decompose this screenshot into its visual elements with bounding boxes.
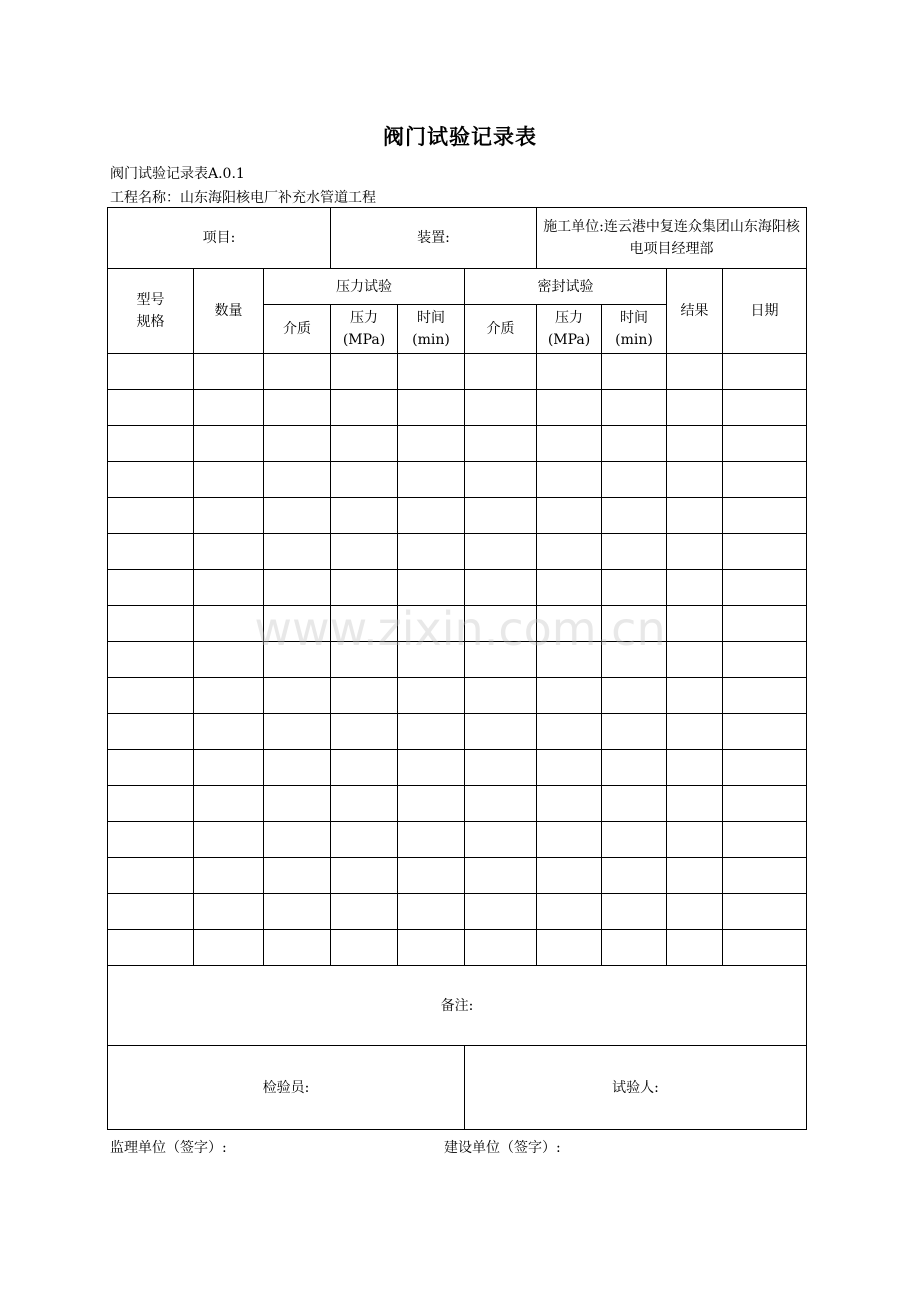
seal-medium-header: 介质 [465,305,537,354]
table-cell[interactable] [602,930,667,966]
table-cell[interactable] [264,354,331,390]
device-field[interactable]: 装置: [331,208,537,269]
remarks-field[interactable]: 备注: [108,966,807,1046]
table-cell[interactable] [537,822,602,858]
table-cell[interactable] [667,426,723,462]
table-row [108,750,807,786]
table-cell[interactable] [398,750,465,786]
table-cell[interactable] [723,678,807,714]
table-cell[interactable] [667,786,723,822]
table-cell[interactable] [331,426,398,462]
table-cell[interactable] [537,390,602,426]
form-number: 阀门试验记录表A.0.1 [110,166,245,182]
seal-test-header: 密封试验 [465,269,667,305]
table-cell[interactable] [465,462,537,498]
table-cell[interactable] [108,534,194,570]
table-cell[interactable] [667,678,723,714]
table-cell[interactable] [667,858,723,894]
table-cell[interactable] [108,354,194,390]
signature-row [108,1046,807,1130]
table-cell[interactable] [723,786,807,822]
table-cell[interactable] [264,678,331,714]
table-cell[interactable] [331,498,398,534]
table-cell[interactable] [537,930,602,966]
table-cell[interactable] [465,534,537,570]
table-cell[interactable] [465,930,537,966]
table-cell[interactable] [537,498,602,534]
table-cell[interactable] [602,858,667,894]
table-cell[interactable] [264,786,331,822]
table-cell[interactable] [194,678,264,714]
table-cell[interactable] [602,786,667,822]
table-cell[interactable] [667,498,723,534]
table-cell[interactable] [264,498,331,534]
table-cell[interactable] [264,822,331,858]
project-name: 工程名称：山东海阳核电厂补充水管道工程 [110,190,376,206]
table-cell[interactable] [331,390,398,426]
quantity-header: 数量 [194,269,264,354]
seal-pressure-header: 压力 (MPa) [537,305,602,354]
table-cell[interactable] [667,750,723,786]
remarks-row [108,966,807,1046]
table-cell[interactable] [331,462,398,498]
table-cell[interactable] [667,606,723,642]
table-cell[interactable] [537,606,602,642]
table-cell[interactable] [108,822,194,858]
pressure-time-header: 时间 (min) [398,305,465,354]
table-cell[interactable] [398,642,465,678]
date-header: 日期 [723,269,807,354]
table-cell[interactable] [465,714,537,750]
table-row [108,822,807,858]
header-row-1 [108,269,807,305]
valve-test-table [107,207,807,1130]
table-cell[interactable] [264,390,331,426]
table-cell[interactable] [108,714,194,750]
table-cell[interactable] [194,354,264,390]
pressure-value-header: 压力 (MPa) [331,305,398,354]
table-row [108,894,807,930]
table-cell[interactable] [723,858,807,894]
table-cell[interactable] [602,894,667,930]
table-cell[interactable] [723,750,807,786]
pressure-medium-header: 介质 [264,305,331,354]
table-cell[interactable] [108,498,194,534]
table-row [108,858,807,894]
table-cell[interactable] [465,858,537,894]
table-cell[interactable] [194,642,264,678]
table-cell[interactable] [331,534,398,570]
table-cell[interactable] [398,930,465,966]
table-cell[interactable] [264,930,331,966]
table-row [108,462,807,498]
table-cell[interactable] [264,894,331,930]
table-cell[interactable] [108,426,194,462]
table-cell[interactable] [537,462,602,498]
table-cell[interactable] [264,858,331,894]
seal-time-header: 时间 (min) [602,305,667,354]
table-cell[interactable] [723,642,807,678]
table-cell[interactable] [264,642,331,678]
table-cell[interactable] [331,642,398,678]
table-cell[interactable] [537,678,602,714]
table-cell[interactable] [398,462,465,498]
table-cell[interactable] [667,390,723,426]
table-cell[interactable] [465,570,537,606]
table-cell[interactable] [194,930,264,966]
table-cell[interactable] [108,894,194,930]
table-cell[interactable] [465,786,537,822]
table-row [108,714,807,750]
table-cell[interactable] [194,498,264,534]
table-cell[interactable] [667,930,723,966]
table-cell[interactable] [264,714,331,750]
table-cell[interactable] [537,570,602,606]
table-cell[interactable] [108,390,194,426]
table-cell[interactable] [602,678,667,714]
pressure-test-header: 压力试验 [264,269,465,305]
table-cell[interactable] [398,354,465,390]
table-cell[interactable] [465,606,537,642]
table-cell[interactable] [465,822,537,858]
table-cell[interactable] [602,642,667,678]
table-row [108,390,807,426]
table-cell[interactable] [537,858,602,894]
table-cell[interactable] [331,822,398,858]
table-cell[interactable] [602,822,667,858]
table-cell[interactable] [108,678,194,714]
table-cell[interactable] [331,606,398,642]
table-cell[interactable] [537,354,602,390]
table-cell[interactable] [194,534,264,570]
table-row [108,354,807,390]
table-cell[interactable] [331,858,398,894]
table-cell[interactable] [537,786,602,822]
table-cell[interactable] [108,570,194,606]
table-cell[interactable] [398,390,465,426]
table-cell[interactable] [723,390,807,426]
table-row [108,642,807,678]
table-cell[interactable] [108,858,194,894]
table-cell[interactable] [194,570,264,606]
table-cell[interactable] [194,894,264,930]
contractor-field[interactable]: 施工单位:连云港中复连众集团山东海阳核电项目经理部 [537,208,807,269]
table-cell[interactable] [667,822,723,858]
table-row [108,678,807,714]
table-cell[interactable] [537,714,602,750]
table-cell[interactable] [602,390,667,426]
table-cell[interactable] [398,858,465,894]
table-cell[interactable] [602,462,667,498]
table-cell[interactable] [108,642,194,678]
table-cell[interactable] [194,714,264,750]
table-cell[interactable] [723,426,807,462]
table-cell[interactable] [723,930,807,966]
table-cell[interactable] [723,822,807,858]
table-cell[interactable] [465,642,537,678]
table-cell[interactable] [723,894,807,930]
table-cell[interactable] [331,678,398,714]
table-cell[interactable] [194,750,264,786]
table-cell[interactable] [602,426,667,462]
table-row [108,786,807,822]
table-cell[interactable] [667,534,723,570]
table-cell[interactable] [465,354,537,390]
table-cell[interactable] [331,786,398,822]
table-cell[interactable] [108,786,194,822]
table-cell[interactable] [194,426,264,462]
watermark: www.zixin.com.cn [254,602,666,656]
table-cell[interactable] [194,858,264,894]
table-cell[interactable] [398,786,465,822]
table-cell[interactable] [331,354,398,390]
table-cell[interactable] [398,822,465,858]
info-row [108,208,807,269]
table-row [108,498,807,534]
table-cell[interactable] [602,606,667,642]
table-cell[interactable] [723,714,807,750]
table-cell[interactable] [602,750,667,786]
table-cell[interactable] [264,570,331,606]
table-cell[interactable] [194,606,264,642]
table-cell[interactable] [465,750,537,786]
table-cell[interactable] [108,930,194,966]
supervisor-signature: 监理单位（签字）: [110,1140,227,1156]
page-title: 阀门试验记录表 [383,125,537,149]
table-cell[interactable] [331,930,398,966]
table-cell[interactable] [537,534,602,570]
table-cell[interactable] [398,534,465,570]
table-cell[interactable] [398,570,465,606]
table-cell[interactable] [194,786,264,822]
table-cell[interactable] [667,714,723,750]
table-cell[interactable] [667,354,723,390]
table-cell[interactable] [264,606,331,642]
table-cell[interactable] [264,534,331,570]
table-cell[interactable] [537,426,602,462]
table-cell[interactable] [108,462,194,498]
owner-signature: 建设单位（签字）: [444,1140,561,1156]
table-cell[interactable] [537,642,602,678]
table-cell[interactable] [264,426,331,462]
table-cell[interactable] [108,606,194,642]
table-row [108,426,807,462]
table-cell[interactable] [602,354,667,390]
inspector-field[interactable]: 检验员: [108,1046,465,1130]
table-cell[interactable] [602,498,667,534]
table-cell[interactable] [667,894,723,930]
table-cell[interactable] [723,606,807,642]
table-cell[interactable] [398,678,465,714]
table-cell[interactable] [398,498,465,534]
tester-field[interactable]: 试验人: [465,1046,807,1130]
table-cell[interactable] [465,390,537,426]
table-cell[interactable] [667,642,723,678]
table-cell[interactable] [602,570,667,606]
table-cell[interactable] [465,426,537,462]
table-cell[interactable] [667,570,723,606]
table-cell[interactable] [537,894,602,930]
table-cell[interactable] [108,750,194,786]
table-cell[interactable] [194,390,264,426]
table-cell[interactable] [723,498,807,534]
table-cell[interactable] [537,750,602,786]
table-cell[interactable] [723,570,807,606]
item-field[interactable]: 项目: [108,208,331,269]
table-cell[interactable] [602,714,667,750]
table-row [108,570,807,606]
table-cell[interactable] [667,462,723,498]
table-cell[interactable] [723,462,807,498]
model-spec-header: 型号 规格 [108,269,194,354]
table-cell[interactable] [723,354,807,390]
table-cell[interactable] [264,750,331,786]
table-cell[interactable] [398,426,465,462]
table-cell[interactable] [465,678,537,714]
table-cell[interactable] [465,498,537,534]
table-cell[interactable] [331,894,398,930]
table-cell[interactable] [602,534,667,570]
table-cell[interactable] [331,714,398,750]
result-header: 结果 [667,269,723,354]
table-cell[interactable] [723,534,807,570]
table-cell[interactable] [331,570,398,606]
table-cell[interactable] [398,606,465,642]
table-cell[interactable] [398,894,465,930]
table-row [108,930,807,966]
table-cell[interactable] [194,822,264,858]
table-cell[interactable] [398,714,465,750]
table-cell[interactable] [465,894,537,930]
table-cell[interactable] [331,750,398,786]
table-cell[interactable] [194,462,264,498]
table-row [108,534,807,570]
table-cell[interactable] [264,462,331,498]
table-row [108,606,807,642]
